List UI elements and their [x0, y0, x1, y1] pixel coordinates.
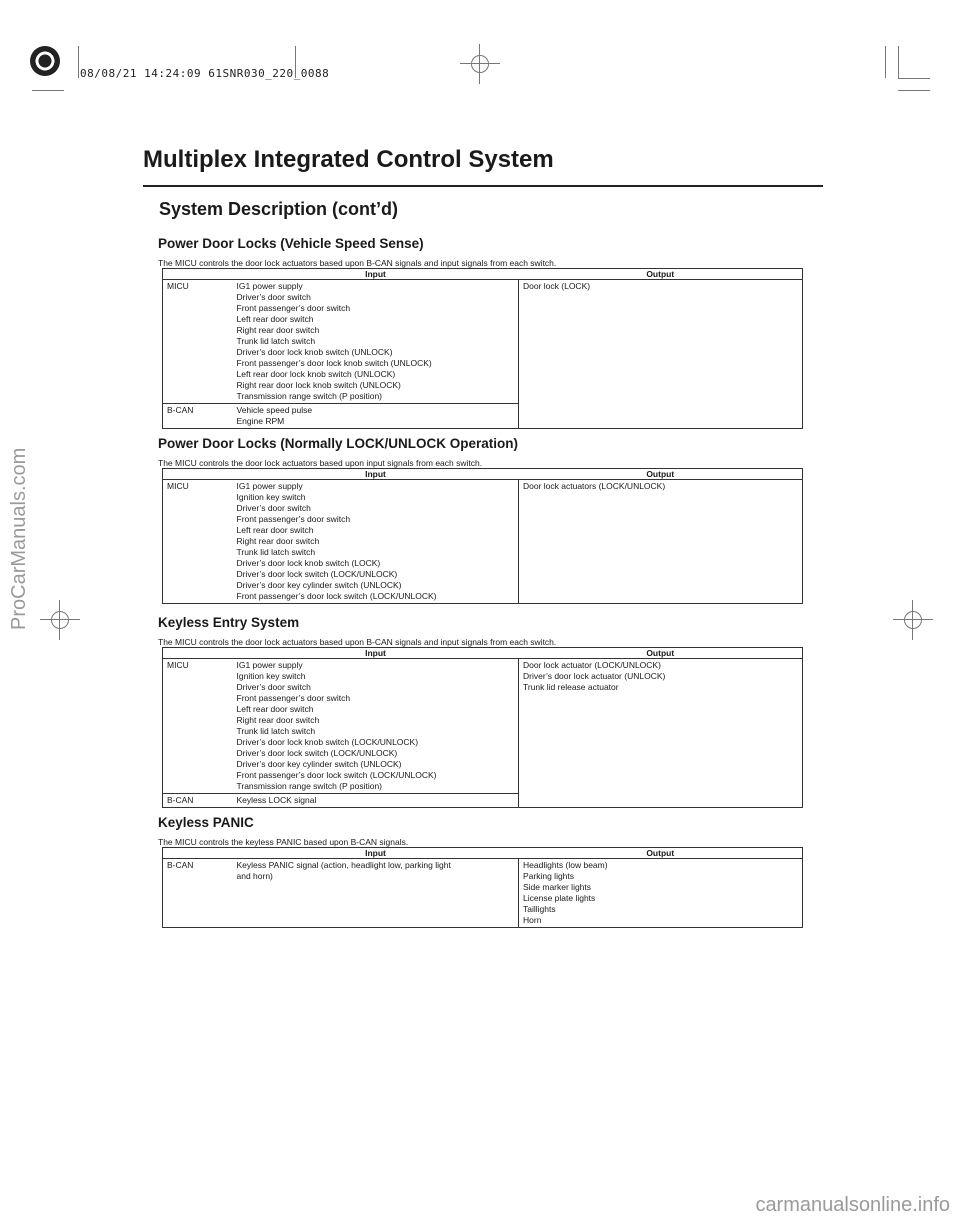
signal-table: [162, 847, 803, 928]
signal-table: [162, 468, 803, 604]
input-item: Front passenger’s door switch: [236, 514, 351, 524]
table-row: [163, 480, 803, 604]
output-header: Output: [519, 469, 803, 480]
source-cell: MICU: [167, 481, 189, 491]
outputs-cell: [519, 659, 803, 808]
section-heading: Keyless PANIC: [158, 815, 254, 830]
crosshair-mark-icon: [460, 44, 500, 84]
input-item: Front passenger’s door lock knob switch (UNLOCK): [236, 358, 432, 368]
section-normal-lock-unlock: [158, 436, 802, 604]
source-cell: B-CAN: [163, 404, 233, 429]
input-item: Left rear door switch: [236, 525, 314, 535]
side-watermark: ProCarManuals.com: [8, 447, 30, 630]
crop-mark: [78, 46, 79, 78]
crop-mark: [885, 46, 886, 78]
output-header: Output: [519, 269, 803, 280]
section-intro: The MICU controls the door lock actuators based upon B-CAN signals and input signals from each switch.: [158, 258, 557, 268]
input-item: IG1 power supply: [236, 660, 303, 670]
output-item: Door lock (LOCK): [523, 281, 591, 291]
table-row: [163, 859, 803, 928]
section-keyless-entry: [158, 615, 802, 808]
inputs-cell: [233, 794, 519, 808]
input-item: Driver’s door key cylinder switch (UNLOCK): [236, 759, 402, 769]
input-item: Transmission range switch (P position): [236, 391, 383, 401]
inputs-cell: [233, 659, 519, 794]
input-header: Input: [233, 648, 519, 659]
signal-table: [162, 647, 803, 808]
crop-mark: [898, 78, 930, 79]
output-item: Trunk lid release actuator: [523, 682, 619, 692]
input-item: Driver’s door switch: [236, 503, 311, 513]
title-divider: [143, 185, 823, 187]
bottom-watermark: carmanualsonline.info: [755, 1194, 950, 1216]
input-item: Driver’s door lock switch (LOCK/UNLOCK): [236, 748, 398, 758]
section-intro: The MICU controls the door lock actuators based upon input signals from each switch.: [158, 458, 483, 468]
input-item: Driver’s door lock knob switch (LOCK/UNLOCK): [236, 737, 419, 747]
input-item: Vehicle speed pulse: [236, 405, 313, 415]
input-item: Keyless PANIC signal (action, headlight low, parking light: [236, 860, 451, 870]
section-keyless-panic: [158, 815, 802, 928]
crop-mark: [898, 90, 930, 91]
section-heading: Power Door Locks (Vehicle Speed Sense): [158, 236, 424, 251]
output-item: Door lock actuator (LOCK/UNLOCK): [523, 660, 661, 670]
outputs-cell: [519, 859, 803, 928]
input-item: Right rear door lock knob switch (UNLOCK): [236, 380, 401, 390]
section-intro: The MICU controls the door lock actuators based upon B-CAN signals and input signals from each switch.: [158, 637, 557, 647]
source-cell: B-CAN: [167, 860, 194, 870]
input-item: Driver’s door switch: [236, 682, 311, 692]
input-item: Driver’s door lock switch (LOCK/UNLOCK): [236, 569, 398, 579]
input-item: Trunk lid latch switch: [236, 726, 316, 736]
output-header: Output: [519, 648, 803, 659]
table-header-row: [163, 648, 803, 659]
print-stamp: 08/08/21 14:24:09 61SNR030_220_0088: [80, 67, 330, 80]
input-item: Left rear door switch: [236, 314, 314, 324]
input-item: IG1 power supply: [236, 481, 303, 491]
inputs-cell: [233, 404, 519, 429]
input-item: Engine RPM: [236, 416, 285, 426]
section-vehicle-speed-sense: [158, 236, 802, 429]
input-item: Front passenger’s door lock switch (LOCK/UNLOCK): [236, 591, 437, 601]
output-header: Output: [519, 848, 803, 859]
input-item: Keyless LOCK signal: [236, 795, 317, 805]
section-heading: Keyless Entry System: [158, 615, 300, 630]
input-header: Input: [233, 269, 519, 280]
input-item: Left rear door switch: [236, 704, 314, 714]
input-item: Front passenger’s door switch: [236, 303, 351, 313]
crosshair-mark-icon: [40, 600, 80, 640]
output-item: Parking lights: [523, 871, 575, 881]
page-title: Multiplex Integrated Control System: [143, 146, 554, 173]
input-item: Trunk lid latch switch: [236, 336, 316, 346]
output-item: Horn: [523, 915, 542, 925]
input-item: and horn): [236, 871, 273, 881]
table-row: [163, 659, 803, 794]
inputs-cell: [233, 859, 519, 928]
crop-mark: [898, 46, 899, 78]
input-item: Left rear door lock knob switch (UNLOCK): [236, 369, 396, 379]
registration-mark-icon: [30, 46, 60, 76]
input-item: Right rear door switch: [236, 715, 320, 725]
signal-table: [162, 268, 803, 429]
input-header: Input: [233, 848, 519, 859]
outputs-cell: [519, 280, 803, 429]
input-item: Driver’s door switch: [236, 292, 311, 302]
table-header-row: [163, 269, 803, 280]
output-item: Driver’s door lock actuator (UNLOCK): [523, 671, 666, 681]
output-item: Taillights: [523, 904, 556, 914]
crosshair-mark-icon: [893, 600, 933, 640]
input-item: IG1 power supply: [236, 281, 303, 291]
table-header-row: [163, 848, 803, 859]
input-item: Trunk lid latch switch: [236, 547, 316, 557]
source-cell: B-CAN: [163, 794, 233, 808]
table-header-row: [163, 469, 803, 480]
section-heading: Power Door Locks (Normally LOCK/UNLOCK Operation): [158, 436, 519, 451]
input-item: Front passenger’s door lock switch (LOCK/UNLOCK): [236, 770, 437, 780]
output-item: Headlights (low beam): [523, 860, 608, 870]
input-header: Input: [233, 469, 519, 480]
input-item: Transmission range switch (P position): [236, 781, 383, 791]
table-row: [163, 280, 803, 404]
input-item: Ignition key switch: [236, 492, 306, 502]
inputs-cell: [233, 280, 519, 404]
page-subtitle: System Description (cont’d): [159, 199, 399, 219]
input-item: Ignition key switch: [236, 671, 306, 681]
input-item: Right rear door switch: [236, 325, 320, 335]
output-item: Door lock actuators (LOCK/UNLOCK): [523, 481, 666, 491]
output-item: License plate lights: [523, 893, 596, 903]
section-intro: The MICU controls the keyless PANIC based upon B-CAN signals.: [158, 837, 409, 847]
inputs-cell: [233, 480, 519, 604]
output-item: Side marker lights: [523, 882, 592, 892]
crop-mark: [32, 90, 64, 91]
input-item: Driver’s door lock knob switch (LOCK): [236, 558, 381, 568]
input-item: Driver’s door key cylinder switch (UNLOCK): [236, 580, 402, 590]
input-item: Right rear door switch: [236, 536, 320, 546]
source-cell: MICU: [167, 660, 189, 670]
source-cell: MICU: [167, 281, 189, 291]
input-item: Front passenger’s door switch: [236, 693, 351, 703]
outputs-cell: [519, 480, 803, 604]
input-item: Driver’s door lock knob switch (UNLOCK): [236, 347, 393, 357]
